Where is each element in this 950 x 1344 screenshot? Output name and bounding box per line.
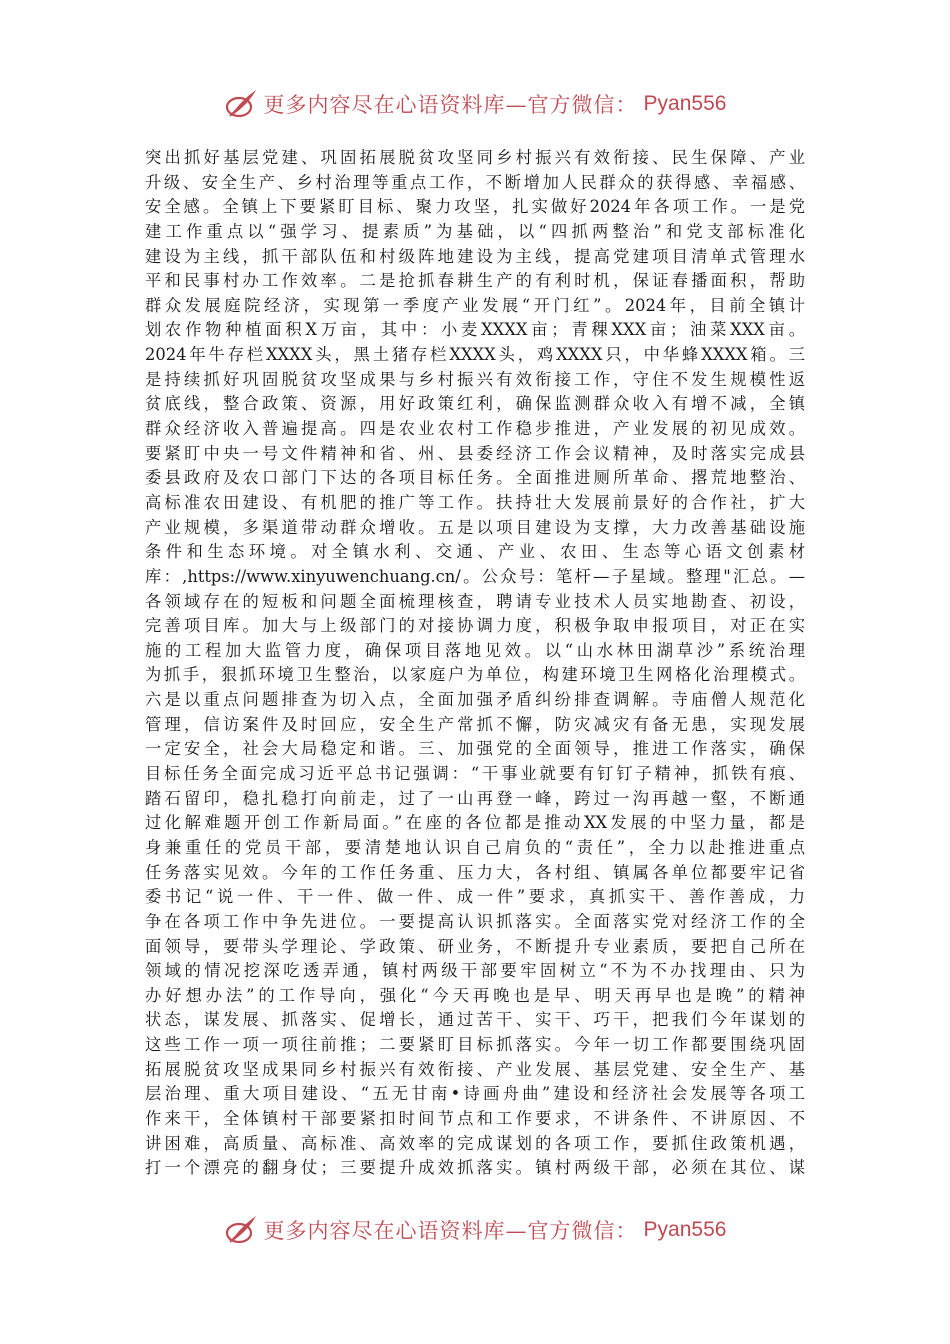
body-text-line: 是持续抓好巩固脱贫攻坚成果与乡村振兴有效衔接工作，守住不发生规模性返 bbox=[145, 369, 805, 389]
body-text-line: 层治理、重大项目建设、“五无甘南•诗画舟曲”建设和经济社会发展等各项工 bbox=[145, 1084, 805, 1104]
body-text-line: 完善项目库。加大与上级部门的对接协调力度，积极争取申报项目，对正在实 bbox=[145, 616, 805, 636]
body-text-line: 争在各项工作中争先进位。一要提高认识抓落实。全面落实党对经济工作的全 bbox=[145, 911, 805, 931]
body-text-line: 2024年牛存栏XXXX头，黑土猪存栏XXXX头，鸡XXXX只，中华蜂XXXX箱。三 bbox=[145, 345, 805, 365]
body-text-line: 高标准农田建设、有机肥的推广等工作。扶持壮大发展前景好的合作社，扩大 bbox=[145, 492, 805, 512]
body-text-line: 这些工作一项一项往前推；二要紧盯目标抓落实。今年一切工作都要围绕巩固 bbox=[145, 1035, 805, 1055]
body-text-line: 建工作重点以“强学习、提素质”为基础，以“四抓两整治”和党支部标准化 bbox=[145, 221, 805, 241]
body-text-line: 状态，谋发展、抓落实、促增长，通过苦干、实干、巧干，把我们今年谋划的 bbox=[145, 1010, 805, 1030]
header-banner bbox=[0, 84, 950, 124]
body-text-line: 各领域存在的短板和问题全面梳理核查，聘请专业技术人员实地勘查、初设， bbox=[145, 591, 805, 611]
footer-banner-wechat-id: Pyan556 bbox=[643, 1218, 727, 1241]
body-text-line: 踏石留印，稳扎稳打向前走，过了一山再登一峰，跨过一沟再越一壑，不断通 bbox=[145, 788, 805, 808]
quill-logo-icon bbox=[224, 87, 258, 121]
body-text-line: 讲困难，高质量、高标准、高效率的完成谋划的各项工作，要抓住政策机遇， bbox=[145, 1133, 805, 1153]
body-text-line: 产业规模，多渠道带动群众增收。五是以项目建设为支撑，大力改善基础设施 bbox=[145, 517, 805, 537]
body-text-line: 任务落实见效。今年的工作任务重、压力大，各村组、镇属各单位都要牢记省 bbox=[145, 862, 805, 882]
header-banner-wechat-id: Pyan556 bbox=[643, 92, 727, 115]
body-text-line: 管理，信访案件及时回应，安全生产常抓不懈，防灾减灾有备无患，实现发展 bbox=[145, 714, 805, 734]
body-text-line: 突出抓好基层党建、巩固拓展脱贫攻坚同乡村振兴有效衔接、民生保障、产业 bbox=[145, 148, 805, 167]
body-text-line: 条件和生态环境。对全镇水利、交通、产业、农田、生态等心语文创素材 bbox=[145, 542, 805, 562]
body-text-line: 六是以重点问题排查为切入点，全面加强矛盾纠纷排查调解。寺庙僧人规范化 bbox=[145, 690, 805, 710]
body-text-line: 委县政府及农口部门下达的各项目标任务。全面推进厕所革命、撂荒地整治、 bbox=[145, 468, 805, 488]
body-text-line: 平和民事村办工作效率。二是抢抓春耕生产的有利时机，保证春播面积，帮助 bbox=[145, 271, 805, 291]
body-text-line: 面领导，要带头学理论、学政策、研业务，不断提升专业素质，要把自己所在 bbox=[145, 936, 805, 956]
footer-banner bbox=[0, 1210, 950, 1250]
body-text-line: 为抓手，狠抓环境卫生整治，以家庭户为单位，构建环境卫生网格化治理模式。 bbox=[145, 665, 805, 685]
body-text-line: 群众经济收入普遍提高。四是农业农村工作稳步推进，产业发展的初见成效。 bbox=[145, 419, 805, 439]
body-text-line: 建设为主线，抓干部队伍和村级阵地建设为主线，提高党建项目清单式管理水 bbox=[145, 246, 805, 266]
header-banner-text: 更多内容尽在心语资料库—官方微信： bbox=[263, 93, 638, 117]
body-text-line: 过化解难题开创工作新局面。”在座的各位都是推动XX发展的中坚力量，都是 bbox=[145, 813, 805, 833]
quill-logo-icon bbox=[224, 1213, 258, 1247]
body-text-line: 升级、安全生产、乡村治理等重点工作，不断增加人民群众的获得感、幸福感、 bbox=[145, 172, 805, 192]
body-text-line: 库：,https://www.xinyuwenchuang.cn/。公众号：笔杆—子星域。整理"汇总。— bbox=[145, 566, 805, 586]
body-text-line: 委书记“说一件、干一件、做一件、成一件”要求，真抓实干、善作善成，力 bbox=[145, 887, 805, 907]
body-text-line: 划农作物种植面积X万亩，其中：小麦XXXX亩；青稞XXX亩；油菜XXX亩。 bbox=[145, 320, 805, 340]
body-text-line: 安全感。全镇上下要紧盯目标、聚力攻坚，扎实做好2024年各项工作。一是党 bbox=[145, 197, 805, 217]
body-text-line: 目标任务全面完成习近平总书记强调：“干事业就要有钉钉子精神，抓铁有痕、 bbox=[145, 764, 805, 784]
body-text-line: 作来干，全体镇村干部要紧扣时间节点和工作要求，不讲条件、不讲原因、不 bbox=[145, 1108, 805, 1128]
document-body bbox=[145, 146, 805, 1181]
body-text-line: 身兼重任的党员干部，要清楚地认识自己肩负的“责任”，全力以赴推进重点 bbox=[145, 837, 805, 857]
footer-banner-content bbox=[224, 1213, 727, 1247]
body-text-line: 要紧盯中央一号文件精神和省、州、县委经济工作会议精神，及时落实完成县 bbox=[145, 443, 805, 463]
body-text-line: 办好想办法”的工作导向，强化“今天再晚也是早、明天再早也是晚”的精神 bbox=[145, 985, 805, 1005]
footer-banner-text: 更多内容尽在心语资料库—官方微信： bbox=[263, 1219, 638, 1243]
body-text-line: 领域的情况挖深吃透弄通，镇村两级干部要牢固树立“不为不办找理由、只为 bbox=[145, 961, 805, 981]
body-text-line: 一定安全，社会大局稳定和谐。三、加强党的全面领导，推进工作落实，确保 bbox=[145, 739, 805, 759]
body-text-line: 贫底线，整合政策、资源，用好政策红利，确保监测群众收入有增不减，全镇 bbox=[145, 394, 805, 414]
body-text-line: 群众发展庭院经济，实现第一季度产业发展“开门红”。2024年，目前全镇计 bbox=[145, 295, 805, 315]
header-banner-content bbox=[224, 87, 727, 121]
body-text-line: 拓展脱贫攻坚成果同乡村振兴有效衔接、产业发展、基层党建、安全生产、基 bbox=[145, 1059, 805, 1079]
body-text-line: 施的工程加大监管力度，确保项目落地见效。以“山水林田湖草沙”系统治理 bbox=[145, 640, 805, 660]
body-text-line: 打一个漂亮的翻身仗；三要提升成效抓落实。镇村两级干部，必须在其位、谋 bbox=[145, 1158, 805, 1178]
